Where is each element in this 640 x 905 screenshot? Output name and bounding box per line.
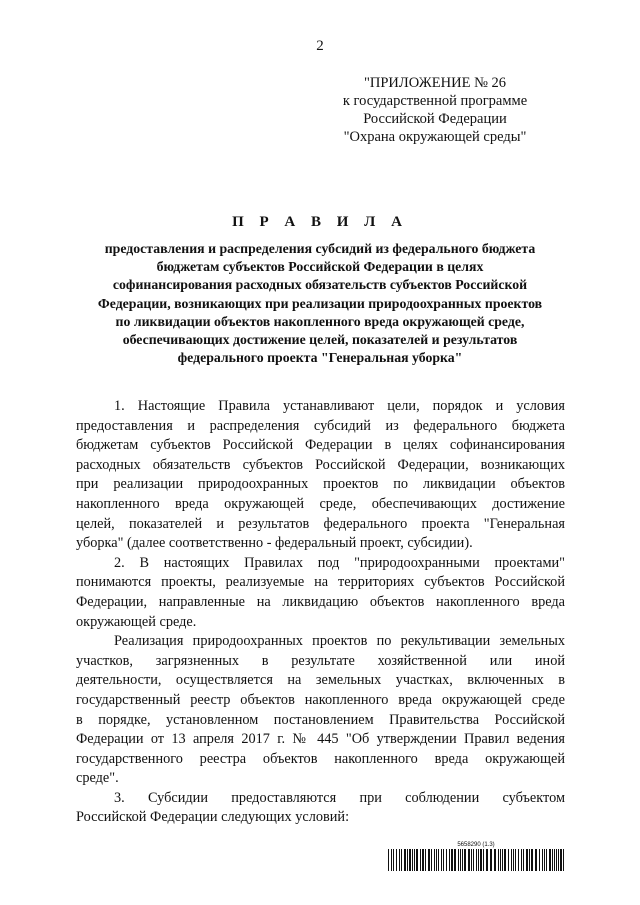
document-body [76, 397, 565, 828]
barcode-bar [412, 849, 413, 871]
subtitle-line: Федерации, возникающих при реализации природоохранных проектов [97, 295, 543, 311]
paragraph-1 [76, 397, 565, 554]
barcode-bar [558, 849, 559, 871]
barcode-bar [431, 849, 432, 871]
text-line: накопленного вреда окружающей среде, обеспечивающих достижение [76, 495, 565, 512]
barcode-bar [502, 849, 503, 871]
barcode-bar [399, 849, 400, 871]
barcode-bar [476, 849, 477, 871]
text-line: Федерации, направленные на ликвидацию объектов накопленного вреда [76, 593, 565, 610]
appendix-line: Российской Федерации [363, 111, 507, 127]
barcode-bar [486, 849, 488, 871]
barcode-bar [549, 849, 551, 871]
document-title: П Р А В И Л А [232, 214, 408, 230]
text-line: участков, загрязненных в результате хозяйственной или иной [76, 652, 565, 669]
barcode-bar [500, 849, 501, 871]
text-line: предоставления и распределения субсидий из федерального бюджета [76, 417, 565, 434]
barcode-bar [388, 849, 389, 871]
appendix-header [320, 74, 550, 146]
barcode-bar [490, 849, 492, 871]
paragraph-2-continued [76, 632, 565, 789]
barcode-bar [552, 849, 553, 871]
text-line: окружающей среде. [76, 613, 197, 630]
barcode-bar [449, 849, 450, 871]
barcode-bar [518, 849, 519, 871]
barcode-bar [521, 849, 522, 871]
barcode-bar [535, 849, 537, 871]
subtitle-line: бюджетам субъектов Российской Федерации в целях [156, 259, 484, 275]
barcode-bar [498, 849, 499, 871]
document-subtitle [74, 240, 566, 367]
barcode-caption: 5658290 (1.3) [457, 842, 495, 848]
text-line: 2. В настоящих Правилах под "природоохранными проектами" [114, 554, 565, 571]
barcode-bar [539, 849, 540, 871]
barcode-bar [531, 849, 533, 871]
barcode-bar [396, 849, 397, 871]
barcode-bar [508, 849, 509, 871]
page-number: 2 [316, 38, 324, 54]
barcode-bar [425, 849, 426, 871]
barcode-bar [513, 849, 514, 871]
barcode-bar [471, 849, 472, 871]
document-barcode [388, 842, 564, 871]
barcode-bar [436, 849, 437, 871]
subtitle-line: по ликвидации объектов накопленного вреда окружающей среде, [115, 313, 525, 329]
paragraph-3 [76, 789, 565, 828]
text-line: среде". [76, 770, 119, 787]
barcode-bar [556, 849, 557, 871]
appendix-line: к государственной программе [342, 93, 528, 109]
barcode-bar [391, 849, 392, 871]
barcode-bar [393, 849, 394, 871]
text-line: бюджетам субъектов Российской Федерации в целях софинансирования [76, 437, 565, 454]
text-line: расходных обязательств субъектов Российской Федерации, возникающих [76, 456, 565, 473]
barcode-bar [515, 849, 516, 871]
barcode-bar [480, 849, 482, 871]
barcode-bar [523, 849, 524, 871]
barcode-bar [511, 849, 512, 871]
barcode-bar [446, 849, 447, 871]
text-line: Реализация природоохранных проектов по рекультивации земельных [114, 633, 565, 650]
text-line: деятельности, осуществляется на земельных участках, включенных в [76, 672, 565, 689]
barcode-bar [434, 849, 435, 871]
text-line: понимаются проекты, реализуемые на территориях субъектов Российской [76, 574, 565, 591]
subtitle-line: предоставления и распределения субсидий из федерального бюджета [104, 241, 536, 256]
barcode-bar [473, 849, 474, 871]
barcode-bar [462, 849, 463, 871]
barcode-icon [388, 849, 564, 871]
text-line: Российской Федерации следующих условий: [76, 809, 350, 826]
barcode-bar [546, 849, 547, 871]
text-line: 3. Субсидии предоставляются при соблюдении субъектом [114, 789, 565, 806]
barcode-bar [468, 849, 470, 871]
appendix-line: "Охрана окружающей среды" [343, 129, 527, 145]
barcode-bar [494, 849, 496, 871]
text-line: в порядке, установленном постановлением Правительства Российской [76, 711, 565, 728]
barcode-bar [554, 849, 555, 871]
barcode-bar [542, 849, 543, 871]
barcode-bar [422, 849, 424, 871]
barcode-bar [451, 849, 453, 871]
subtitle-line: обеспечивающих достижение целей, показателей и результатов [122, 332, 518, 348]
barcode-bar [409, 849, 411, 871]
barcode-bar [404, 849, 406, 871]
barcode-bar [560, 849, 562, 871]
barcode-bar [529, 849, 530, 871]
barcode-bar [464, 849, 466, 871]
text-line: государственный реестр объектов накопленного вреда окружающей среде [76, 691, 565, 708]
barcode-bar [414, 849, 415, 871]
text-line: при реализации природоохранных проектов по ликвидации объектов [76, 476, 565, 493]
barcode-bar [483, 849, 484, 871]
subtitle-line: федерального проекта "Генеральная уборка" [177, 350, 463, 366]
barcode-bar [420, 849, 421, 871]
barcode-bar [544, 849, 545, 871]
text-line: 1. Настоящие Правила устанавливают цели, порядок и условия [114, 398, 565, 414]
barcode-bar [407, 849, 408, 871]
barcode-bar [526, 849, 528, 871]
barcode-bar [441, 849, 442, 871]
barcode-bar [428, 849, 430, 871]
barcode-bar [443, 849, 444, 871]
barcode-bar [458, 849, 459, 871]
barcode-bar [563, 849, 564, 871]
text-line: целей, показателей и результатов федерального проекта "Генеральная [76, 515, 565, 532]
barcode-bar [438, 849, 439, 871]
barcode-bar [401, 849, 402, 871]
subtitle-line: софинансирования расходных обязательств субъектов Российской [112, 277, 528, 293]
text-line: уборка" (далее соответственно - федеральный проект, субсидии). [76, 535, 473, 552]
barcode-bar [478, 849, 479, 871]
text-line: Федерации от 13 апреля 2017 г. № 445 "Об утверждении Правил ведения [76, 731, 565, 748]
appendix-line: "ПРИЛОЖЕНИЕ № 26 [363, 75, 507, 91]
barcode-bar [454, 849, 456, 871]
text-line: государственного реестра объектов накопленного вреда окружающей [76, 750, 565, 767]
paragraph-2 [76, 554, 565, 632]
barcode-bar [416, 849, 418, 871]
barcode-bar [504, 849, 506, 871]
barcode-bar [460, 849, 461, 871]
